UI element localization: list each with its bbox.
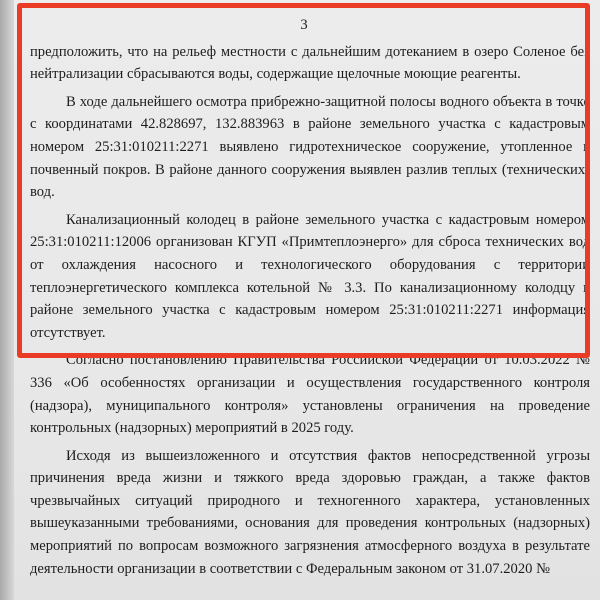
paragraph-4: Согласно постановлению Правительства Российской Федерации от 10.03.2022 № 336 «Об особенностях организации и осуществления государственного контроля (надзора), муниципального контроля» установлены ограничения на проведение контрольных (надзорных) мероприятий в 2025 году.	[30, 352, 590, 437]
document-text	[30, 14, 590, 580]
paragraph-2: В ходе дальнейшего осмотра прибрежно-защитной полосы водного объекта в точке с координатами 42.828697, 132.883963 в районе земельного участка с кадастровым номером 25:31:010211:2271 выявлено гидротехническое сооружение, утопленное в почвенный покров. В районе данного сооружения выявлен разлив теплых (технических) вод.	[30, 93, 590, 201]
page-number: 3	[300, 17, 308, 33]
paragraph-5: Исходя из вышеизложенного и отсутствия фактов непосредственной угрозы причинения вреда жизни и тяжкого вреда здоровью граждан, а также фактов чрезвычайных ситуаций природного и техногенного характера, установленных вышеуказанными требованиями, основания для проведения контрольных (надзорных) мероприятий по вопросам возможного загрязнения атмосферного воздуха в результате деятельности организации в соответствии с Федеральным законом от 31.07.2020 №	[30, 447, 590, 577]
page-edge-shadow	[0, 0, 14, 600]
paragraph-1: предположить, что на рельеф местности с дальнейшим дотеканием в озеро Соленое без нейтрализации сбрасываются воды, содержащие щелочные моющие реагенты.	[30, 43, 590, 83]
paragraph-3: Канализационный колодец в районе земельного участка с кадастровым номером 25:31:010211:12006 организован КГУП «Примтеплоэнерго» для сброса технических вод от охлаждения насосного и технологического оборудования с территории теплоэнергетического комплекса котельной № 3.3. По канализационному колодцу в районе земельного участка с кадастровым номером 25:31:010211:2271 информация отсутствует.	[30, 211, 590, 341]
